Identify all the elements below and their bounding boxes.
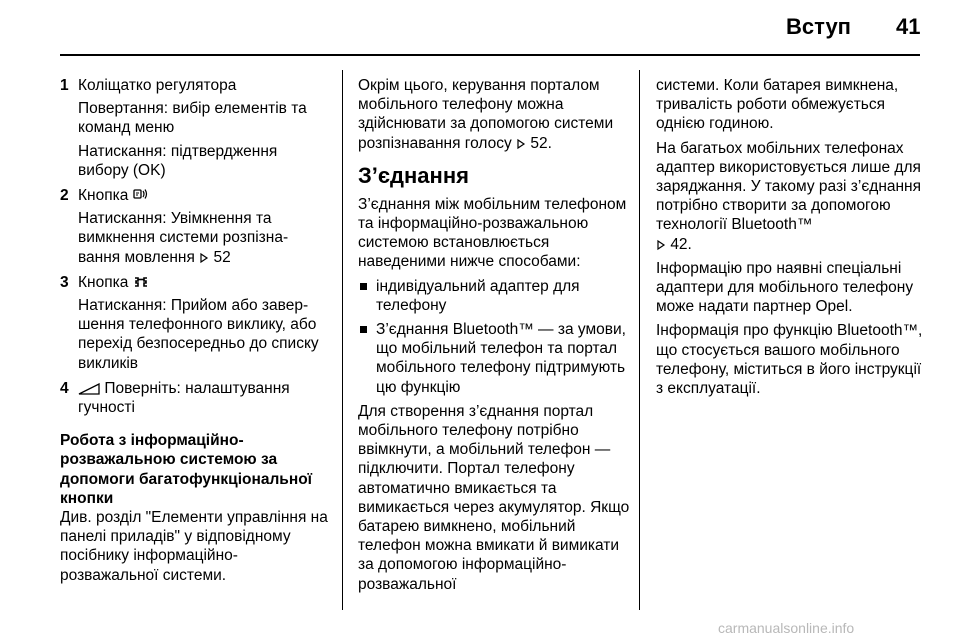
list-item: [60, 379, 330, 417]
paragraph: Інформація про функцію Bluetooth™, що стосується вашого мобільного телефону, міститься в його інструкції з експлуатації.: [656, 322, 923, 398]
bullet-item: індивідуальний адаптер для телефону: [358, 277, 632, 315]
section-heading: Робота з інформаційно-розважальною системою за допомоги багатофункціональної кнопки: [60, 432, 313, 507]
item-line: Натискання: Прийом або завер-шення телефонного виклику, або перехід безпосередньо до списку викликів: [78, 297, 319, 372]
list-item: [60, 186, 330, 267]
list-item: [60, 273, 330, 373]
page-reference: 52.: [530, 134, 552, 152]
paragraph: З’єднання між мобільним телефоном та інформаційно-розважальною системою встановлюється наведеними нижче способами:: [358, 195, 627, 271]
bullet-item: З’єднання Bluetooth™ — за умови, що мобільний телефон та портал мобільного телефону підтримують цю функцію: [358, 320, 632, 397]
reference-arrow-icon: [199, 252, 209, 264]
item-line: Натискання: Увімкнення та вимкнення системи розпізна-вання мовлення: [78, 210, 289, 266]
section-heading: З’єднання: [358, 162, 469, 188]
column-divider: [342, 70, 343, 610]
paragraph: На багатьох мобільних телефонах адаптер використовується лише для заряджання. У такому разі з’єднання потрібно створити за допомогою технології Bluetooth™: [656, 139, 922, 234]
item-title: Кнопка: [78, 187, 129, 205]
paragraph: Див. розділ "Елементи управління на панелі приладів" у відповідному посібнику інформаційно-розважальної системи.: [60, 509, 328, 584]
volume-wedge-icon: [78, 383, 100, 395]
item-number: 3: [60, 273, 69, 291]
paragraph: Для створення з’єднання портал мобільного телефону потрібно ввімкнути, а мобільний телефон — підключити. Портал телефону автоматично вмикається та вимикається через акумулятор. Якщо батарею вимкнено, мобільний телефон можна вмикати й вимикати за допомогою інформаційно-розважальної: [358, 402, 630, 593]
column-divider: [639, 70, 640, 610]
paragraph: Окрім цього, керування порталом мобільного телефону можна здійснювати за допомогою системи розпізнавання голосу: [358, 77, 614, 152]
reference-arrow-icon: [516, 138, 526, 150]
page-reference: 52: [213, 248, 231, 266]
voice-control-icon: [133, 188, 149, 202]
item-title: Коліщатко регулятора: [78, 77, 237, 94]
list-item: [60, 76, 330, 180]
watermark: carmanualsonline.info: [718, 620, 855, 636]
item-number: 4: [60, 379, 69, 397]
paragraph: системи. Коли батарея вимкнена, тривалість роботи обмежується однією годиною.: [656, 77, 899, 133]
page-title: Вступ: [786, 14, 851, 39]
page-number: 41: [896, 14, 921, 39]
column-right: [656, 76, 926, 403]
item-line: Повертання: вибір елементів та команд меню: [78, 100, 307, 137]
item-number: 1: [60, 77, 69, 94]
paragraph: Інформацію про наявні спеціальні адаптери для мобільного телефону може надати партнер Opel.: [656, 259, 914, 316]
page-reference: 42.: [670, 235, 692, 253]
item-title: Кнопка: [78, 273, 129, 291]
header-rule: [60, 54, 920, 56]
item-title: Поверніть: налаштування гучності: [78, 379, 290, 417]
column-middle: [358, 76, 632, 599]
reference-arrow-icon: [656, 239, 666, 251]
phone-icon: [133, 275, 149, 289]
item-number: 2: [60, 187, 69, 205]
column-left: [60, 76, 330, 590]
item-line: Натискання: підтвердження вибору (OK): [78, 142, 278, 179]
